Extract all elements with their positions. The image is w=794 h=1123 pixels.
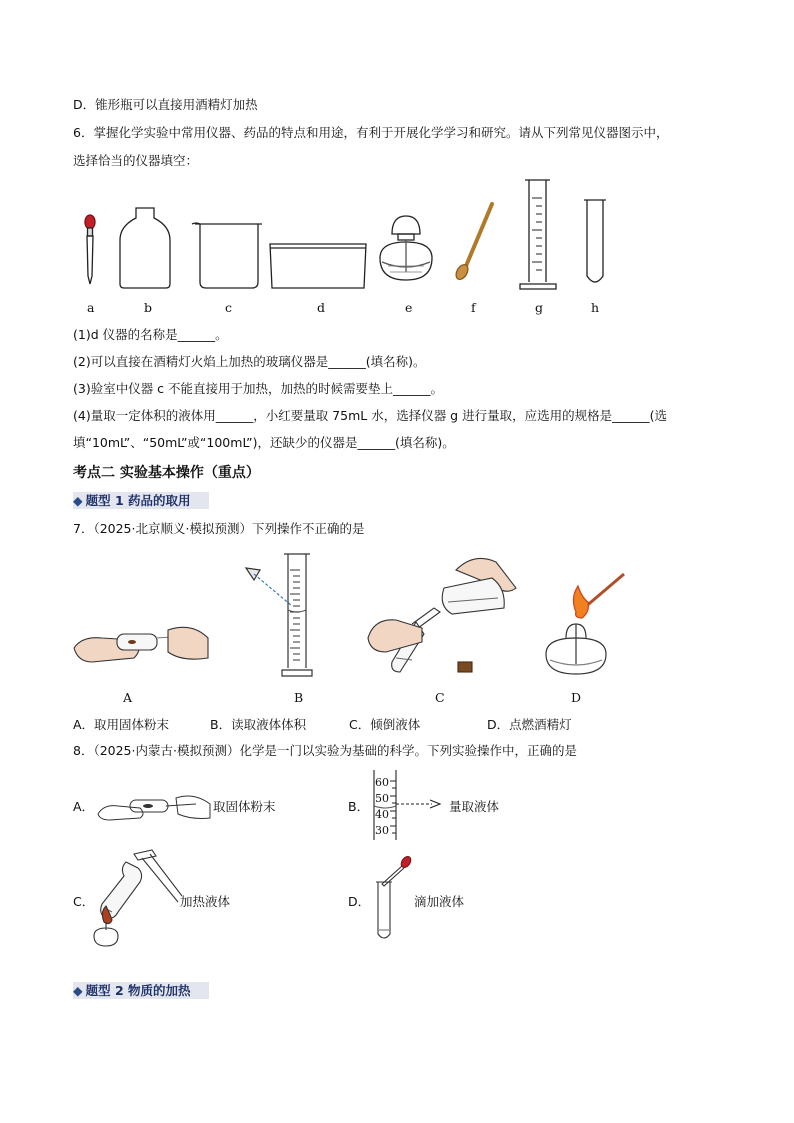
diamond-icon: ◆ [73, 983, 83, 998]
q6-part1: (1)d 仪器的名称是______。 [73, 327, 228, 342]
q8-figure-d [368, 852, 418, 944]
q6-part3: (3)验室中仪器 c 不能直接用于加热，加热的时候需要垫上______。 [73, 381, 444, 396]
q8-option-c-text: 加热液体 [180, 894, 231, 909]
diamond-icon: ◆ [73, 493, 83, 508]
type-tag-1-label: 题型 1 药品的取用 [85, 493, 191, 508]
q8-figure-c [90, 848, 182, 948]
q8-option-c-letter: C． [73, 894, 95, 909]
q7-stem: 7．（2025·北京顺义·模拟预测）下列操作不正确的是 [73, 521, 365, 536]
beaker-icon [192, 223, 262, 288]
q7-figure-c [366, 548, 526, 683]
test-tube-icon [584, 200, 606, 282]
q8-stem: 8．（2025·内蒙古·模拟预测）化学是一门以实验为基础的科学。下列实验操作中，正确的是 [73, 743, 577, 758]
q8-figure-a [96, 786, 212, 826]
q8-option-b-text: 量取液体 [449, 799, 500, 814]
q7-fig-label-c: C [435, 690, 445, 705]
q7-fig-label-d: D [571, 690, 582, 705]
q5-option-d: D．锥形瓶可以直接用酒精灯加热 [73, 97, 258, 112]
graduated-cylinder-icon [520, 180, 556, 289]
q7-figure-a [72, 608, 212, 678]
trough-icon [270, 244, 366, 288]
instrument-label-g: g [535, 300, 544, 315]
q7-option-b: B．读取液体体积 [210, 717, 307, 732]
instrument-label-f: f [471, 300, 476, 315]
section-title: 考点二 实验基本操作（重点） [73, 465, 260, 481]
q7-fig-label-b: B [294, 690, 304, 705]
q7-fig-label-a: A [123, 690, 133, 705]
instrument-label-h: h [591, 300, 600, 315]
instrument-label-d: d [317, 300, 326, 315]
instrument-label-b: b [144, 300, 153, 315]
q8-b-tick-40: 40 [375, 808, 389, 821]
q8-b-tick-60: 60 [375, 776, 389, 789]
type-tag-1 [73, 492, 209, 509]
q7-figure-b [238, 550, 328, 685]
q7-option-c: C．倾倒液体 [349, 717, 421, 732]
q7-option-d: D．点燃酒精灯 [487, 717, 572, 732]
instrument-label-a: a [87, 300, 95, 315]
q6-stem-line1: 6．掌握化学实验中常用仪器、药品的特点和用途，有利于开展化学学习和研究。请从下列常见仪器图示中， [73, 125, 669, 140]
q6-part4-line2: 填“10mL”、“50mL”或“100mL”)，还缺少的仪器是______(填名称)。 [73, 435, 455, 450]
q6-part4-line1: (4)量取一定体积的液体用______，小红要量取 75mL 水，选择仪器 g 进行量取，应选用的规格是______(选 [73, 408, 667, 423]
q8-b-tick-50: 50 [375, 792, 389, 805]
reagent-bottle-icon [120, 208, 170, 288]
instrument-label-e: e [405, 300, 413, 315]
q8-option-a-text: 取固体粉末 [213, 799, 276, 814]
instrument-label-c: c [225, 300, 233, 315]
q6-instruments-figure [70, 176, 630, 296]
dropper-icon [85, 215, 95, 284]
type-tag-2 [73, 982, 209, 999]
type-tag-2-label: 题型 2 物质的加热 [85, 983, 191, 998]
spoon-icon [454, 204, 492, 281]
q6-part2: (2)可以直接在酒精灯火焰上加热的玻璃仪器是______(填名称)。 [73, 354, 426, 369]
q7-option-a: A．取用固体粉末 [73, 717, 170, 732]
q8-option-a-letter: A． [73, 799, 95, 814]
q8-option-d-letter: D． [348, 894, 371, 909]
q7-figure-d [538, 568, 638, 688]
q8-b-tick-30: 30 [375, 824, 389, 837]
q8-option-d-text: 滴加液体 [414, 894, 465, 909]
q8-option-b-letter: B． [348, 799, 370, 814]
alcohol-lamp-icon [380, 216, 432, 280]
q6-stem-line2: 选择恰当的仪器填空： [73, 153, 199, 168]
